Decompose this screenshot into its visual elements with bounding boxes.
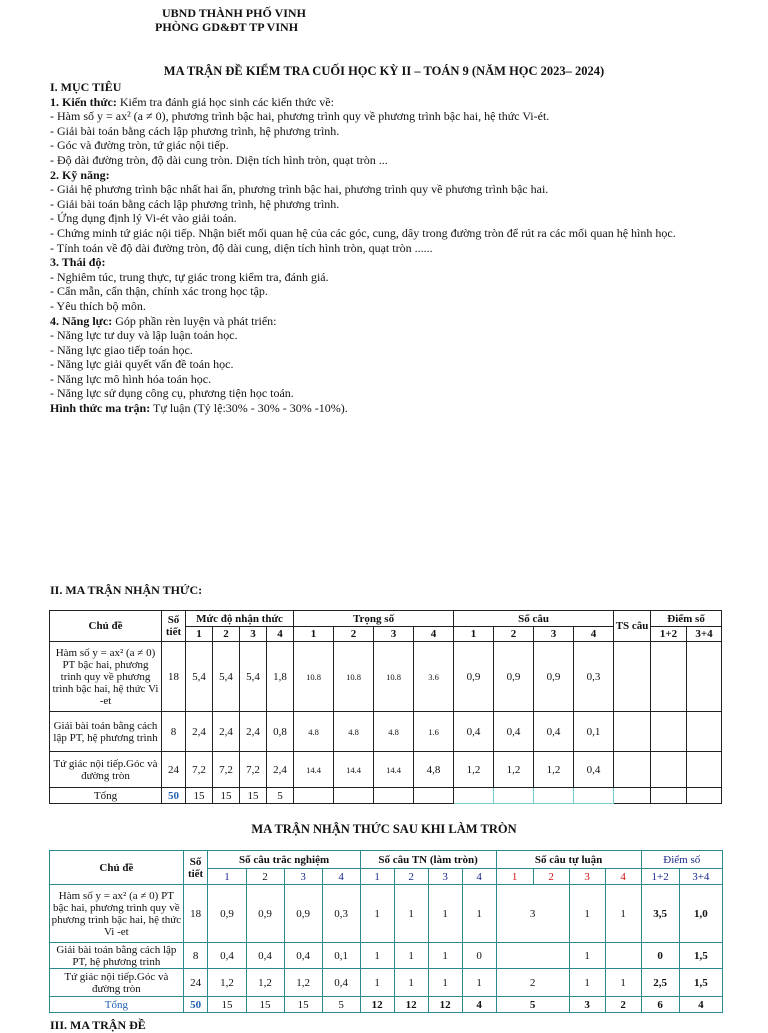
table-cell xyxy=(374,788,414,804)
table-cell: 0,4 xyxy=(534,712,574,752)
table-cell: 4.8 xyxy=(334,712,374,752)
score-header: 1+2 xyxy=(651,627,687,642)
table-cell: 0,4 xyxy=(574,752,614,788)
table-cell: 0,8 xyxy=(267,712,294,752)
weight-header: 2 xyxy=(334,627,374,642)
attitude-label: 3. Thái độ: xyxy=(50,255,106,270)
table-cell: 24 xyxy=(183,969,208,997)
table-cell: 15 xyxy=(186,788,213,804)
table-cell: 3 xyxy=(284,869,322,885)
periods-cell: 24 xyxy=(162,752,186,788)
table-cell xyxy=(614,788,651,804)
table-cell: 10.8 xyxy=(334,642,374,712)
table-cell: 0,1 xyxy=(574,712,614,752)
table-cell: 10.8 xyxy=(374,642,414,712)
table-cell: 0,4 xyxy=(454,712,494,752)
table-cell: 1 xyxy=(605,885,641,943)
section2-heading: II. MA TRẬN NHẬN THỨC: xyxy=(50,583,203,597)
ability-item: - Năng lực tư duy và lập luận toán học. xyxy=(50,328,238,343)
table-cell: 2,4 xyxy=(240,712,267,752)
col-score: Điểm số xyxy=(651,611,722,627)
col-topic: Chủ đề xyxy=(50,611,162,642)
table-cell: 8 xyxy=(183,943,208,969)
table-cell: 1 xyxy=(462,885,496,943)
table-cell: 1 xyxy=(569,969,605,997)
table-cell: 2 xyxy=(605,997,641,1013)
weight-header: 3 xyxy=(374,627,414,642)
table-cell: 4 xyxy=(679,997,722,1013)
table-cell: 3 xyxy=(496,885,569,943)
table-cell: 1 xyxy=(428,943,462,969)
table-cell: 1 xyxy=(360,885,394,943)
attitude-item: - Cẩn mẫn, cẩn thận, chính xác trong học tập. xyxy=(50,284,268,299)
table-cell: 0 xyxy=(641,943,679,969)
table-cell xyxy=(496,943,569,969)
total-label: Tổng xyxy=(50,788,162,804)
table-cell xyxy=(574,788,614,804)
count-header: 3 xyxy=(534,627,574,642)
table-cell: 12 xyxy=(394,997,428,1013)
text-span: Tự luận (Tỷ lệ:30% - 30% - 30% -10%). xyxy=(150,401,348,416)
topic-cell: Hàm số y = ax² (a ≠ 0) PT bậc hai, phương trình quy về phương trình bậc hai, hệ thức Vi -et xyxy=(50,642,162,712)
table-cell: 15 xyxy=(208,997,246,1013)
text-span: 1. Kiến thức: xyxy=(50,94,117,109)
knowledge-line xyxy=(50,95,676,110)
table-cell: 0 xyxy=(462,943,496,969)
table-cell: 3 xyxy=(428,869,462,885)
table-cell: 1 xyxy=(569,943,605,969)
table-cell: 1 xyxy=(569,885,605,943)
table-cell xyxy=(651,752,687,788)
table-cell: 5 xyxy=(496,997,569,1013)
cognitive-matrix-table xyxy=(49,610,722,804)
table-cell xyxy=(605,943,641,969)
topic-cell: Hàm số y = ax² (a ≠ 0) PT bậc hai, phương trình quy về phương trình bậc hai, hệ thức Vi -et xyxy=(50,885,184,943)
table-cell: 0,9 xyxy=(208,885,246,943)
ability-item: - Năng lực mô hình hóa toán học. xyxy=(50,371,212,386)
knowledge-item: - Độ dài đường tròn, độ dài cung tròn. Diện tích hình tròn, quạt tròn ... xyxy=(50,152,388,167)
section-heading: I. MỤC TIÊU xyxy=(50,80,122,94)
table-cell: 0,4 xyxy=(246,943,284,969)
table-cell: 0,4 xyxy=(208,943,246,969)
total-row xyxy=(50,788,722,804)
text-span: Góp phần rèn luyện và phát triển: xyxy=(112,313,277,328)
table-cell: 3,5 xyxy=(641,885,679,943)
table-cell: 0,9 xyxy=(284,885,322,943)
section-objectives xyxy=(50,80,676,416)
table-cell: 3+4 xyxy=(679,869,722,885)
count-header: 4 xyxy=(574,627,614,642)
table-cell: 1 xyxy=(394,969,428,997)
table-cell: 5,4 xyxy=(240,642,267,712)
table-cell: 4 xyxy=(322,869,360,885)
table-cell: 14.4 xyxy=(374,752,414,788)
col-periods: Số tiết xyxy=(162,611,186,642)
level-header: 4 xyxy=(267,627,294,642)
total-label: Tổng xyxy=(50,997,184,1013)
table-cell: 0,9 xyxy=(246,885,284,943)
attitude-item: - Nghiêm túc, trung thực, tự giác trong kiểm tra, đánh giá. xyxy=(50,269,329,284)
table-cell: 1 xyxy=(394,885,428,943)
attitude-item: - Yêu thích bộ môn. xyxy=(50,298,146,313)
table-cell: 1,5 xyxy=(679,943,722,969)
table-cell: 5 xyxy=(267,788,294,804)
score-header: 3+4 xyxy=(687,627,722,642)
text-span: Kiểm tra đánh giá học sinh các kiến thức về: xyxy=(116,94,334,109)
department-name: PHÒNG GD&ĐT TP VINH xyxy=(155,20,299,34)
table-cell: 15 xyxy=(240,788,267,804)
table-cell: 2 xyxy=(533,869,569,885)
table-cell: 1,5 xyxy=(679,969,722,997)
ability-line xyxy=(50,314,676,329)
topic-cell: Tứ giác nội tiếp.Góc và đường tròn xyxy=(50,969,184,997)
topic-cell: Tứ giác nội tiếp.Góc và đường tròn xyxy=(50,752,162,788)
table-cell: 1 xyxy=(428,969,462,997)
table-cell: 12 xyxy=(360,997,394,1013)
table-cell: 1 xyxy=(496,869,533,885)
table-cell xyxy=(687,712,722,752)
table-cell: 4.8 xyxy=(294,712,334,752)
table-cell: 0,3 xyxy=(322,885,360,943)
level-header: 2 xyxy=(213,627,240,642)
table-cell: 0,9 xyxy=(454,642,494,712)
table-cell: 7,2 xyxy=(186,752,213,788)
table-row xyxy=(50,752,722,788)
table-cell: 5,4 xyxy=(186,642,213,712)
knowledge-item: - Hàm số y = ax² (a ≠ 0), phương trình bậc hai, phương trình quy về phương trình bậc hai, hệ thức Vi-ét. xyxy=(50,109,550,124)
table-cell: 1 xyxy=(428,885,462,943)
table-cell: 3 xyxy=(569,869,605,885)
table-cell: 1,0 xyxy=(679,885,722,943)
table-cell: 1,2 xyxy=(284,969,322,997)
knowledge-item: - Giải bài toán bằng cách lập phương trình, hệ phương trình. xyxy=(50,123,340,138)
weight-header: 1 xyxy=(294,627,334,642)
table-cell: 0,4 xyxy=(284,943,322,969)
table-cell: 1 xyxy=(360,969,394,997)
org-name: UBND THÀNH PHỐ VINH xyxy=(162,6,306,20)
col-multiple-choice: Số câu trắc nghiệm xyxy=(208,851,360,869)
table2-title: MA TRẬN NHẬN THỨC SAU KHI LÀM TRÒN xyxy=(251,822,517,836)
level-header: 3 xyxy=(240,627,267,642)
level-header: 1 xyxy=(186,627,213,642)
table-cell: 4 xyxy=(462,997,496,1013)
table-cell: 4,8 xyxy=(414,752,454,788)
table-row xyxy=(50,642,722,712)
col-periods: Số tiết xyxy=(183,851,208,885)
table-cell xyxy=(294,788,334,804)
table-cell xyxy=(651,712,687,752)
table-row xyxy=(50,712,722,752)
ability-item: - Năng lực giải quyết vấn đề toán học. xyxy=(50,357,234,372)
periods-cell: 8 xyxy=(162,712,186,752)
table-cell: 50 xyxy=(183,997,208,1013)
skill-item: - Tính toán về độ dài đường tròn, độ dài cung, diện tích hình tròn, quạt tròn ...... xyxy=(50,240,433,255)
table-cell: 10.8 xyxy=(294,642,334,712)
table-cell: 3 xyxy=(569,997,605,1013)
col-level: Mức độ nhận thức xyxy=(186,611,294,627)
table-row xyxy=(50,885,723,943)
table-cell xyxy=(687,752,722,788)
table-cell: 2 xyxy=(246,869,284,885)
col-essay: Số câu tự luận xyxy=(496,851,641,869)
table-cell: 0,3 xyxy=(574,642,614,712)
col-rounded: Số câu TN (làm tròn) xyxy=(360,851,496,869)
table-cell: 7,2 xyxy=(213,752,240,788)
table-cell: 1,2 xyxy=(454,752,494,788)
table-cell: 14.4 xyxy=(294,752,334,788)
table-cell: 2,4 xyxy=(186,712,213,752)
table-cell: 1,2 xyxy=(246,969,284,997)
table-cell: 2,4 xyxy=(267,752,294,788)
col-topic: Chủ đề xyxy=(50,851,184,885)
section3-heading: III. MA TRẬN ĐỀ xyxy=(50,1018,146,1032)
ability-item: - Năng lực giao tiếp toán học. xyxy=(50,342,193,357)
table-cell: 15 xyxy=(246,997,284,1013)
table-cell: 4 xyxy=(605,869,641,885)
table-cell: 1,2 xyxy=(534,752,574,788)
table-cell: 15 xyxy=(284,997,322,1013)
text-span: Hình thức ma trận: xyxy=(50,401,151,416)
periods-cell: 18 xyxy=(162,642,186,712)
col-score: Điểm số xyxy=(641,851,722,869)
table-cell: 1 xyxy=(462,969,496,997)
table-cell xyxy=(687,642,722,712)
table-cell: 15 xyxy=(213,788,240,804)
text-span: 4. Năng lực: xyxy=(50,313,113,328)
table-cell: 1,8 xyxy=(267,642,294,712)
table-cell: 0,1 xyxy=(322,943,360,969)
skill-item: - Giải hệ phương trình bậc nhất hai ẩn, phương trình bậc hai, phương trình quy về phương trình bậc hai. xyxy=(50,182,549,197)
table-cell: 1 xyxy=(605,969,641,997)
table-cell: 3.6 xyxy=(414,642,454,712)
ability-item: - Năng lực sử dụng công cụ, phương tiện học toán. xyxy=(50,386,294,401)
table-cell xyxy=(687,788,722,804)
col-count: Số câu xyxy=(454,611,614,627)
document-title: MA TRẬN ĐỀ KIỂM TRA CUỐI HỌC KỲ II – TOÁN 9 (NĂM HỌC 2023– 2024) xyxy=(163,64,605,78)
table-cell: 0,4 xyxy=(322,969,360,997)
table-cell: 5,4 xyxy=(213,642,240,712)
table-cell xyxy=(334,788,374,804)
skills-label: 2. Kỹ năng: xyxy=(50,167,110,182)
topic-cell: Giải bài toán bằng cách lập PT, hệ phương trình xyxy=(50,712,162,752)
table-cell: 14.4 xyxy=(334,752,374,788)
table-cell xyxy=(494,788,534,804)
table-cell: 2,4 xyxy=(213,712,240,752)
skill-item: - Chứng minh tứ giác nội tiếp. Nhận biết mối quan hệ của các góc, cung, dây trong đường tròn để rút ra các mối quan hệ hình học. xyxy=(50,225,676,240)
table-cell: 0,9 xyxy=(494,642,534,712)
count-header: 2 xyxy=(494,627,534,642)
table-cell xyxy=(614,752,651,788)
table-cell: 1,2 xyxy=(208,969,246,997)
table-row xyxy=(50,969,723,997)
table-cell: 2 xyxy=(496,969,569,997)
table-cell: 2 xyxy=(394,869,428,885)
count-header: 1 xyxy=(454,627,494,642)
table-cell: 1 xyxy=(394,943,428,969)
table-cell xyxy=(651,788,687,804)
table-row xyxy=(50,943,723,969)
knowledge-item: - Góc và đường tròn, tứ giác nội tiếp. xyxy=(50,138,229,153)
table-cell xyxy=(414,788,454,804)
table-cell: 1.6 xyxy=(414,712,454,752)
col-ts: TS câu xyxy=(614,611,651,642)
total-row xyxy=(50,997,723,1013)
matrix-form-line xyxy=(50,401,676,416)
skill-item: - Giải bài toán bằng cách lập phương trình, hệ phương trình. xyxy=(50,196,340,211)
table-cell: 7,2 xyxy=(240,752,267,788)
table-cell: 1,2 xyxy=(494,752,534,788)
table-cell: 4 xyxy=(462,869,496,885)
table-cell xyxy=(651,642,687,712)
table-cell: 2,5 xyxy=(641,969,679,997)
table-cell: 18 xyxy=(183,885,208,943)
table-cell: 4.8 xyxy=(374,712,414,752)
table-cell: 5 xyxy=(322,997,360,1013)
table-cell: 0,4 xyxy=(494,712,534,752)
table-cell: 0,9 xyxy=(534,642,574,712)
table-cell: 6 xyxy=(641,997,679,1013)
table-cell: 12 xyxy=(428,997,462,1013)
table-cell: 1 xyxy=(208,869,246,885)
weight-header: 4 xyxy=(414,627,454,642)
table-cell: 1 xyxy=(360,943,394,969)
skill-item: - Ứng dụng định lý Vi-ét vào giải toán. xyxy=(50,211,237,226)
total-periods: 50 xyxy=(162,788,186,804)
table-cell: 1 xyxy=(360,869,394,885)
topic-cell: Giải bài toán bằng cách lập PT, hệ phương trình xyxy=(50,943,184,969)
table-cell xyxy=(614,712,651,752)
table-cell xyxy=(614,642,651,712)
table-cell xyxy=(454,788,494,804)
rounded-matrix-table xyxy=(49,850,723,1013)
table-cell xyxy=(534,788,574,804)
col-weight: Trọng số xyxy=(294,611,454,627)
table-cell: 1+2 xyxy=(641,869,679,885)
